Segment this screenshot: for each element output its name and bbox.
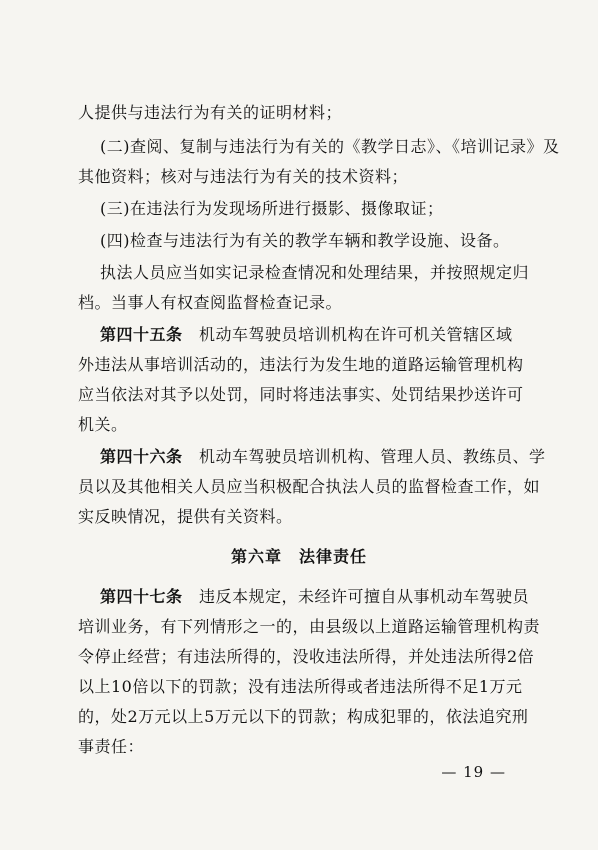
text-line: 机关。 [78,415,128,434]
text-line: 培训业务，有下列情形之一的，由县级以上道路运输管理机构责 [78,617,541,636]
text-line: (二)查阅、复制与违法行为有关的《教学日志》、《培训记录》及 [100,137,560,156]
text-line: 员以及其他相关人员应当积极配合执法人员的监督检查工作，如 [78,477,541,496]
article-46-first-line [100,446,546,468]
text-line: 应当依法对其予以处罚，同时将违法事实、处罚结果抄送许可 [78,385,524,404]
page-number: — 19 — [441,763,506,781]
text-line: 事责任： [78,737,145,756]
text-line: 实反映情况，提供有关资料。 [78,507,293,526]
chapter-title: 第六章 法律责任 [230,547,367,566]
article-45-text: 机动车驾驶员培训机构在许可机关管辖区域 [199,325,513,344]
text-line: (四)检查与违法行为有关的教学车辆和教学设施、设备。 [100,231,510,250]
article-47-text: 违反本规定，未经许可擅自从事机动车驾驶员 [199,587,530,606]
text-line: 执法人员应当如实记录检查情况和处理结果，并按照规定归 [100,263,530,282]
article-45-title: 第四十五条 [100,325,183,344]
article-47-first-line [100,586,529,608]
text-line: (三)在违法行为发现场所进行摄影、摄像取证； [100,199,444,218]
text-line: 的，处2万元以上5万元以下的罚款；构成犯罪的，依法追究刑 [78,707,529,726]
text-line: 人提供与违法行为有关的证明材料； [78,103,343,122]
text-line: 令停止经营；有违法所得的，没收违法所得，并处违法所得2倍 [78,647,535,666]
text-line: 其他资料；核对与违法行为有关的技术资料； [78,167,409,186]
article-46-title: 第四十六条 [100,447,183,466]
text-line: 档。当事人有权查阅监督检查记录。 [78,293,343,312]
article-47-title: 第四十七条 [100,587,183,606]
article-45-first-line [100,324,513,346]
text-line: 外违法从事培训活动的，违法行为发生地的道路运输管理机构 [78,355,524,374]
article-46-text: 机动车驾驶员培训机构、管理人员、教练员、学 [199,447,546,466]
text-line: 以上10倍以下的罚款；没有违法所得或者违法所得不足1万元 [78,677,523,696]
